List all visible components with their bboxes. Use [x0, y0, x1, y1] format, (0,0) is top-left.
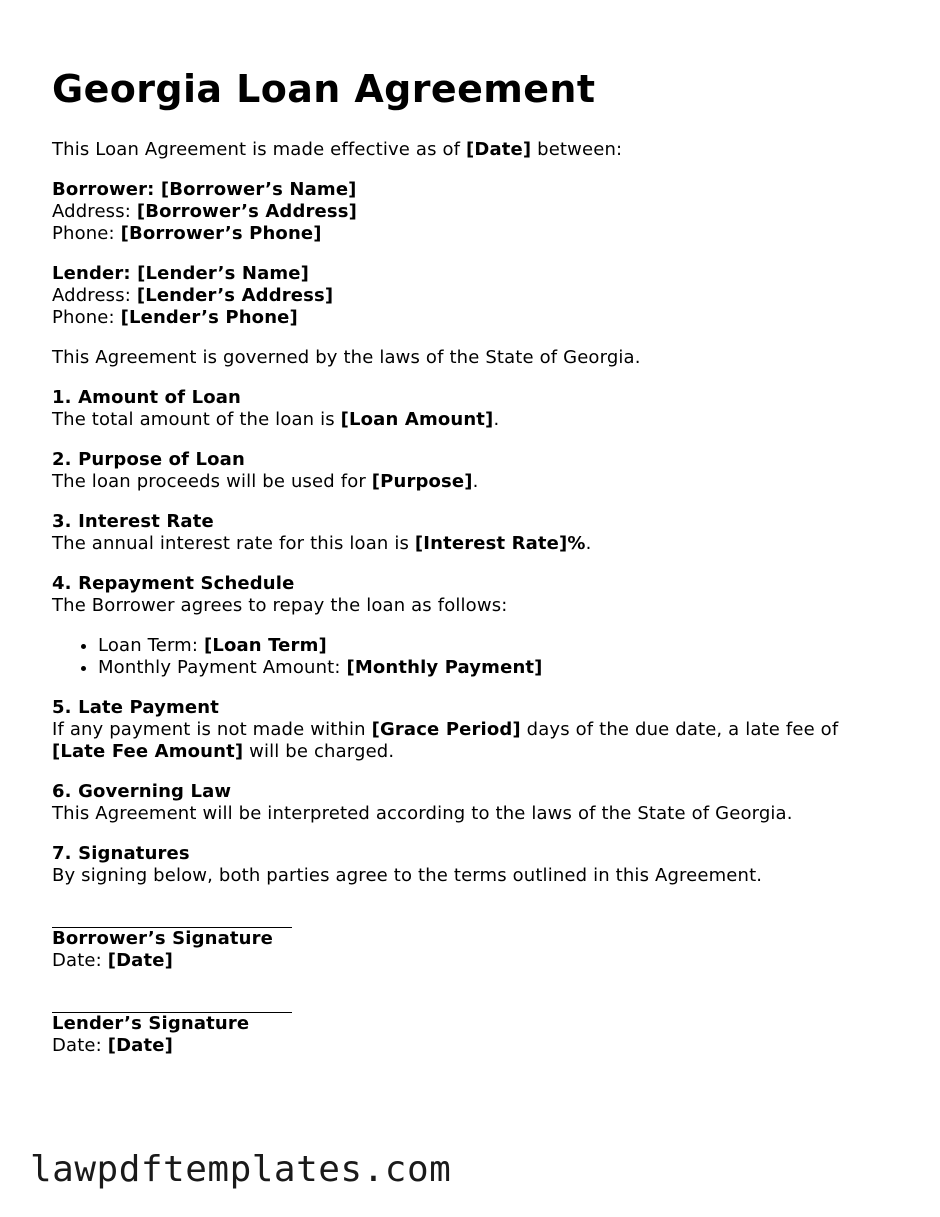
section-amount-text: The total amount of the loan is [52, 409, 341, 430]
repayment-list [52, 635, 882, 679]
list-item [98, 657, 882, 679]
borrower-name: Borrower: [Borrower’s Name] [52, 179, 357, 200]
monthly-payment: [Monthly Payment] [346, 657, 543, 678]
section-amount [52, 387, 882, 431]
section-amount-end: . [493, 409, 500, 430]
lender-address-label: Address: [52, 285, 137, 306]
lender-signature-block [52, 1012, 882, 1057]
borrower-address-label: Address: [52, 201, 137, 222]
loan-amount: [Loan Amount] [340, 409, 494, 430]
section-repayment-heading: 4. Repayment Schedule [52, 573, 295, 594]
loan-purpose: [Purpose] [371, 471, 473, 492]
lender-phone: [Lender’s Phone] [120, 307, 298, 328]
document-title: Georgia Loan Agreement [52, 67, 596, 111]
section-late-line-2 [52, 741, 882, 763]
section-purpose-text: The loan proceeds will be used for [52, 471, 372, 492]
section-late-middle: days of the due date, a late fee of [520, 719, 839, 740]
monthly-payment-label: Monthly Payment Amount: [98, 657, 347, 678]
section-law-heading: 6. Governing Law [52, 781, 232, 802]
watermark: lawpdftemplates.com [30, 1149, 452, 1190]
section-late-end: will be charged. [243, 741, 395, 762]
governing-statement: This Agreement is governed by the laws of the State of Georgia. [52, 347, 641, 368]
intro-paragraph [52, 139, 882, 161]
lender-block [52, 263, 882, 329]
section-interest-text: The annual interest rate for this loan is [52, 533, 415, 554]
section-repayment-text: The Borrower agrees to repay the loan as follows: [52, 595, 508, 616]
section-late-heading: 5. Late Payment [52, 697, 219, 718]
borrower-block [52, 179, 882, 245]
lender-name: Lender: [Lender’s Name] [52, 263, 310, 284]
section-interest-end: . [585, 533, 592, 554]
lender-signature-date-line [52, 1035, 882, 1057]
section-late-text: If any payment is not made within [52, 719, 372, 740]
borrower-phone-label: Phone: [52, 223, 121, 244]
section-purpose-end: . [472, 471, 479, 492]
list-item [98, 635, 882, 657]
borrower-date-label: Date: [52, 950, 108, 971]
borrower-signature-date-line [52, 950, 882, 972]
effective-date: [Date] [466, 139, 532, 160]
section-signatures [52, 843, 882, 887]
intro-text-end: between: [531, 139, 623, 160]
section-repayment [52, 573, 882, 617]
borrower-signature-title: Borrower’s Signature [52, 928, 273, 949]
lender-signature-date: [Date] [107, 1035, 173, 1056]
lender-address: [Lender’s Address] [136, 285, 334, 306]
lender-date-label: Date: [52, 1035, 108, 1056]
document-page [52, 66, 882, 1097]
loan-term-label: Loan Term: [98, 635, 204, 656]
borrower-signature-date: [Date] [107, 950, 173, 971]
section-purpose-heading: 2. Purpose of Loan [52, 449, 245, 470]
section-late [52, 697, 882, 763]
loan-term: [Loan Term] [203, 635, 327, 656]
late-fee-amount: [Late Fee Amount] [52, 741, 244, 762]
section-interest [52, 511, 882, 555]
lender-phone-line [52, 307, 882, 329]
section-purpose [52, 449, 882, 493]
lender-address-line [52, 285, 882, 307]
borrower-phone: [Borrower’s Phone] [120, 223, 322, 244]
section-law-text: This Agreement will be interpreted according to the laws of the State of Georgia. [52, 803, 793, 824]
section-amount-heading: 1. Amount of Loan [52, 387, 241, 408]
borrower-address: [Borrower’s Address] [136, 201, 357, 222]
section-law [52, 781, 882, 825]
borrower-signature-block [52, 927, 882, 972]
section-signatures-text: By signing below, both parties agree to the terms outlined in this Agreement. [52, 865, 763, 886]
borrower-address-line [52, 201, 882, 223]
section-signatures-heading: 7. Signatures [52, 843, 190, 864]
borrower-phone-line [52, 223, 882, 245]
interest-rate: [Interest Rate]% [414, 533, 586, 554]
intro-text: This Loan Agreement is made effective as of [52, 139, 466, 160]
section-late-line-1 [52, 719, 882, 741]
grace-period: [Grace Period] [371, 719, 521, 740]
lender-signature-title: Lender’s Signature [52, 1013, 250, 1034]
section-interest-heading: 3. Interest Rate [52, 511, 214, 532]
lender-phone-label: Phone: [52, 307, 121, 328]
